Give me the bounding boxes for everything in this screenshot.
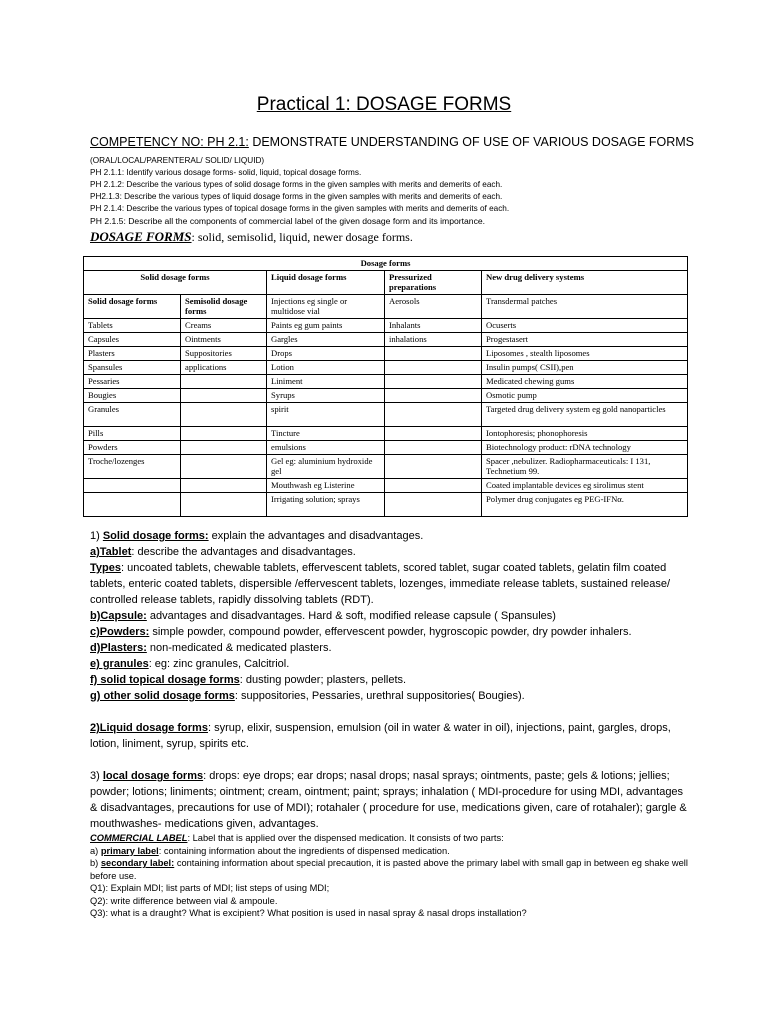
powders-text: simple powder, compound powder, effervescent powder, hygroscopic powder, dry powder inhalers. xyxy=(149,626,632,638)
secondary-label-paragraph xyxy=(90,857,690,882)
table-cell xyxy=(181,403,267,427)
table-group-header-row xyxy=(84,271,688,295)
table-caption-row xyxy=(84,257,688,271)
header-liquid: Liquid dosage forms xyxy=(267,271,385,295)
table-cell: Gargles xyxy=(267,333,385,347)
table-cell xyxy=(385,403,482,427)
dosage-forms-label: DOSAGE FORMS xyxy=(90,229,192,244)
table-cell: Irrigating solution; sprays xyxy=(267,493,385,517)
plasters-label: d)Plasters: xyxy=(90,642,147,654)
table-cell: Ocuserts xyxy=(482,319,688,333)
header-solid: Solid dosage forms xyxy=(84,271,267,295)
table-cell xyxy=(385,347,482,361)
topical-label: f) solid topical dosage forms xyxy=(90,674,240,686)
primary-label-paragraph xyxy=(90,845,690,858)
dosage-forms-line xyxy=(90,229,413,245)
solid-label: Solid dosage forms: xyxy=(102,530,209,542)
plasters-text: non-medicated & medicated plasters. xyxy=(146,642,332,654)
table-cell: Pessaries xyxy=(84,375,181,389)
commercial-label-paragraph xyxy=(90,832,690,845)
solid-prefix: 1) xyxy=(90,530,103,542)
tablet-paragraph xyxy=(90,544,690,560)
header-pressurized: Pressurized preparations xyxy=(385,271,482,295)
subheader-semisolid: Semisolid dosage forms xyxy=(181,295,267,319)
liquid-paragraph xyxy=(90,720,690,752)
table-cell: Creams xyxy=(181,319,267,333)
table-cell xyxy=(181,389,267,403)
table-cell xyxy=(181,493,267,517)
table-sub-header-row xyxy=(84,295,688,319)
types-paragraph xyxy=(90,560,690,608)
document-body xyxy=(90,528,690,920)
secondary-label: secondary label: xyxy=(100,858,175,868)
secondary-prefix: b) xyxy=(90,858,101,868)
primary-label: primary label xyxy=(100,845,159,856)
table-cell: Inhalants xyxy=(385,319,482,333)
table-cell: Injections eg single or multidose vial xyxy=(267,295,385,319)
table-cell xyxy=(181,455,267,479)
table-cell: Progestasert xyxy=(482,333,688,347)
competency-heading xyxy=(90,135,740,149)
capsule-label: b)Capsule: xyxy=(90,610,147,622)
table-cell: Medicated chewing gums xyxy=(482,375,688,389)
table-cell: Powders xyxy=(84,441,181,455)
table-cell xyxy=(385,389,482,403)
table-row xyxy=(84,361,688,375)
table-cell xyxy=(84,479,181,493)
table-cell: Mouthwash eg Listerine xyxy=(267,479,385,493)
table-cell: Lotion xyxy=(267,361,385,375)
table-cell: Spansules xyxy=(84,361,181,375)
table-cell: Spacer ,nebulizer. Radiopharmaceuticals: I 131, Technetium 99. xyxy=(482,455,688,479)
table-cell: Drops xyxy=(267,347,385,361)
table-caption: Dosage forms xyxy=(84,257,688,271)
local-prefix: 3) xyxy=(90,770,103,782)
table-cell: Liniment xyxy=(267,375,385,389)
table-cell: Granules xyxy=(84,403,181,427)
table-cell xyxy=(385,375,482,389)
table-row xyxy=(84,319,688,333)
table-row xyxy=(84,403,688,427)
subline: PH2.1.3: Describe the various types of liquid dosage forms in the given samples with merits and demerits of each. xyxy=(90,192,503,201)
question-2: Q2): write difference between vial & ampoule. xyxy=(90,895,278,906)
other-text: : suppositories, Pessaries, urethral suppositories( Bougies). xyxy=(234,690,525,702)
solid-text: explain the advantages and disadvantages. xyxy=(208,530,424,542)
question-1: Q1): Explain MDI; list parts of MDI; list steps of using MDI; xyxy=(90,883,330,893)
tablet-label: a)Tablet xyxy=(90,546,132,558)
table-cell: Tablets xyxy=(84,319,181,333)
local-paragraph xyxy=(90,768,690,832)
commercial-label: COMMERCIAL LABEL xyxy=(90,833,188,843)
table-row xyxy=(84,479,688,493)
table-cell: Aerosols xyxy=(385,295,482,319)
table-row xyxy=(84,493,688,517)
table-cell: Troche/lozenges xyxy=(84,455,181,479)
other-label: g) other solid dosage forms xyxy=(90,690,235,702)
subheader-solid: Solid dosage forms xyxy=(84,295,181,319)
table-cell: Plasters xyxy=(84,347,181,361)
liquid-text: : syrup, elixir, suspension, emulsion (oil in water & water in oil), injections, paint, gargles, drops, lotion, liniment, syrup, spirits etc. xyxy=(90,722,671,750)
table-cell xyxy=(385,455,482,479)
subline: PH 2.1.2: Describe the various types of solid dosage forms in the given samples with merits and demerits of each. xyxy=(90,180,503,189)
table-cell xyxy=(385,427,482,441)
table-cell: Targeted drug delivery system eg gold nanoparticles xyxy=(482,403,688,427)
powders-paragraph xyxy=(90,624,690,640)
liquid-label: 2)Liquid dosage forms xyxy=(90,722,208,734)
tablet-text: : describe the advantages and disadvantages. xyxy=(131,546,356,558)
types-text: : uncoated tablets, chewable tablets, effervescent tablets, scored tablet, sugar coated tablets, gelatin film coated tablets, enteric coated tablets, dispersible /effervescent tablets, lozenges, immediate release tablets, sustained release/ controlled release tablets, rapidly dissolving tablets (RDT). xyxy=(90,562,671,606)
table-cell: Ointments xyxy=(181,333,267,347)
table-cell xyxy=(181,441,267,455)
types-label: Types xyxy=(90,562,121,574)
local-text: : drops: eye drops; ear drops; nasal drops; nasal sprays; ointments, paste; gels & lotions; jellies; powder; lotions; liniments; ointment; cream, ointment; paint; sprays; inhalation ( MDI-procedure for using MDI, advantages & disadvantages, precautions for use of MDI); rotahaler ( procedure for use, medications given, care of rotahaler); gargle & mouthwashes- medications given, advantages. xyxy=(90,770,687,830)
table-cell: Polymer drug conjugates eg PEG-IFNα. xyxy=(482,493,688,517)
dosage-forms-text: : solid, semisolid, liquid, newer dosage forms. xyxy=(191,230,413,244)
table-cell: Capsules xyxy=(84,333,181,347)
table-cell: Suppositories xyxy=(181,347,267,361)
table-cell: spirit xyxy=(267,403,385,427)
primary-prefix: a) xyxy=(90,845,101,856)
table-row xyxy=(84,375,688,389)
table-row xyxy=(84,455,688,479)
primary-text: : containing information about the ingredients of dispensed medication. xyxy=(158,845,450,856)
solid-dosage-paragraph xyxy=(90,528,690,544)
table-cell: emulsions xyxy=(267,441,385,455)
table-cell xyxy=(385,493,482,517)
table-cell: Transdermal patches xyxy=(482,295,688,319)
question-3: Q3): what is a draught? What is excipient? What position is used in nasal spray & nasal drops installation? xyxy=(90,908,527,918)
table-cell xyxy=(181,479,267,493)
table-cell: Gel eg: aluminium hydroxide gel xyxy=(267,455,385,479)
page-title: Practical 1: DOSAGE FORMS xyxy=(256,94,512,115)
capsule-text: advantages and disadvantages. Hard & soft, modified release capsule ( Spansules) xyxy=(146,610,556,622)
table-row xyxy=(84,427,688,441)
granules-text: : eg: zinc granules, Calcitriol. xyxy=(148,658,290,670)
table-row xyxy=(84,441,688,455)
table-cell xyxy=(385,361,482,375)
topical-text: : dusting powder; plasters, pellets. xyxy=(239,674,407,686)
table-cell: Bougies xyxy=(84,389,181,403)
granules-paragraph xyxy=(90,656,690,672)
table-cell xyxy=(385,479,482,493)
header-new-drug: New drug delivery systems xyxy=(482,271,688,295)
commercial-text: : Label that is applied over the dispensed medication. It consists of two parts: xyxy=(187,833,504,843)
table-row xyxy=(84,333,688,347)
competency-label: COMPETENCY NO: PH 2.1: xyxy=(90,135,249,149)
granules-label: e) granules xyxy=(90,658,149,670)
powders-label: c)Powders: xyxy=(90,626,150,638)
table-cell: Insulin pumps( CSII),pen xyxy=(482,361,688,375)
secondary-text: containing information about special precaution, it is pasted above the primary label with small gap in between eg shake well before use. xyxy=(90,858,688,881)
capsule-paragraph xyxy=(90,608,690,624)
table-cell: Iontophoresis; phonophoresis xyxy=(482,427,688,441)
table-cell xyxy=(181,427,267,441)
table-cell xyxy=(84,493,181,517)
subline: PH 2.1.4: Describe the various types of topical dosage forms in the given samples with merits and demerits of each. xyxy=(90,204,510,213)
topical-paragraph xyxy=(90,672,690,688)
subline: PH 2.1.1: Identify various dosage forms- solid, liquid, topical dosage forms. xyxy=(90,168,362,177)
dosage-forms-table xyxy=(83,256,688,517)
table-cell: Liposomes , stealth liposomes xyxy=(482,347,688,361)
table-cell: inhalations xyxy=(385,333,482,347)
table-cell: Syrups xyxy=(267,389,385,403)
subline: (ORAL/LOCAL/PARENTERAL/ SOLID/ LIQUID) xyxy=(90,156,265,165)
table-cell: Pills xyxy=(84,427,181,441)
table-cell: Osmotic pump xyxy=(482,389,688,403)
plasters-paragraph xyxy=(90,640,690,656)
table-row xyxy=(84,389,688,403)
table-cell: Tincture xyxy=(267,427,385,441)
table-cell: Coated implantable devices eg sirolimus stent xyxy=(482,479,688,493)
table-cell xyxy=(181,375,267,389)
table-cell: Biotechnology product: rDNA technology xyxy=(482,441,688,455)
table-row xyxy=(84,347,688,361)
subline: PH 2.1.5: Describe all the components of commercial label of the given dosage form and its importance. xyxy=(90,216,486,226)
other-solid-paragraph xyxy=(90,688,690,704)
competency-text: DEMONSTRATE UNDERSTANDING OF USE OF VARIOUS DOSAGE FORMS xyxy=(248,135,695,149)
table-cell: applications xyxy=(181,361,267,375)
local-label: local dosage forms xyxy=(102,770,204,782)
table-cell xyxy=(385,441,482,455)
table-cell: Paints eg gum paints xyxy=(267,319,385,333)
